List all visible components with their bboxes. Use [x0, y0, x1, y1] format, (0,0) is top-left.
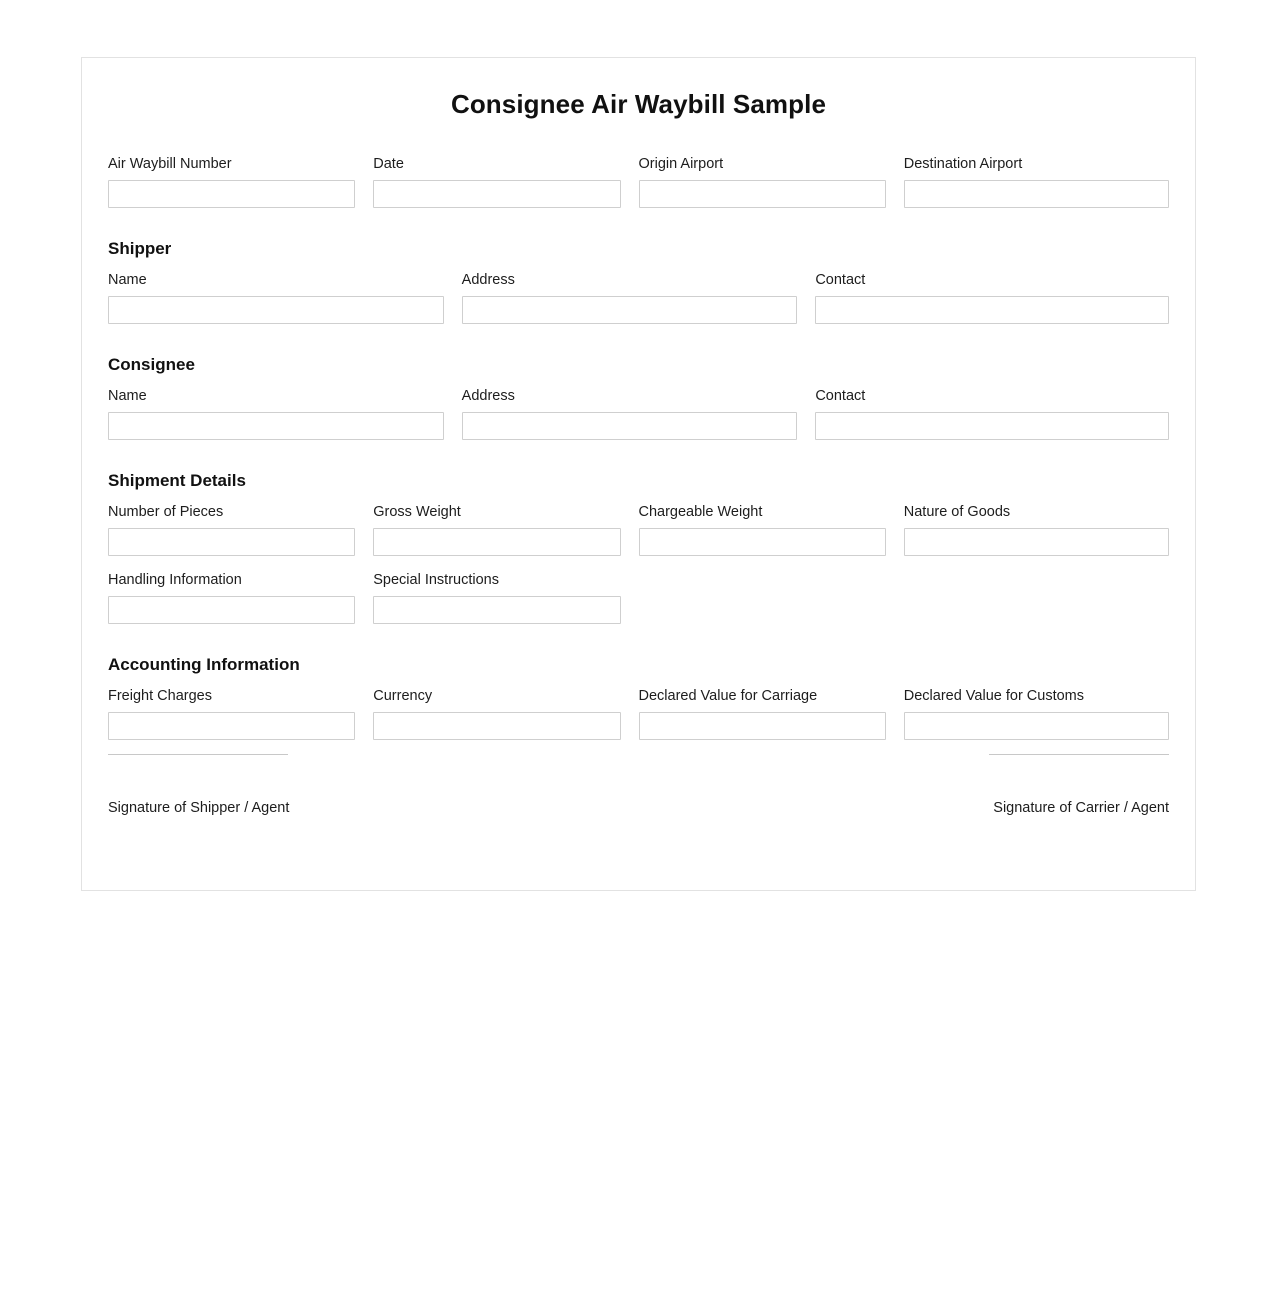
field-freight-charges	[108, 687, 373, 740]
field-nature-of-goods	[904, 503, 1169, 556]
label-declared-value-for-carriage: Declared Value for Carriage	[638, 688, 818, 704]
field-origin-airport	[639, 155, 904, 208]
section-consignee	[108, 354, 1169, 440]
input-air-waybill-number[interactable]	[108, 180, 355, 208]
field-consignee-contact	[815, 387, 1169, 440]
input-destination-airport[interactable]	[904, 180, 1169, 208]
label-date: Date	[373, 156, 404, 172]
section-heading-accounting-information: Accounting Information	[108, 655, 300, 674]
label-nature-of-goods: Nature of Goods	[903, 504, 1011, 520]
label-number-of-pieces: Number of Pieces	[108, 504, 224, 520]
input-chargeable-weight[interactable]	[639, 528, 886, 556]
label-consignee-address: Address	[461, 388, 515, 404]
field-consignee-address	[462, 387, 816, 440]
label-chargeable-weight: Chargeable Weight	[638, 504, 763, 520]
input-special-instructions[interactable]	[373, 596, 620, 624]
input-shipper-address[interactable]	[462, 296, 798, 324]
section-shipment-details	[108, 470, 1169, 624]
input-origin-airport[interactable]	[639, 180, 886, 208]
label-special-instructions: Special Instructions	[373, 572, 499, 588]
input-consignee-address[interactable]	[462, 412, 798, 440]
input-date[interactable]	[373, 180, 620, 208]
field-currency	[373, 687, 638, 740]
accounting-field-row	[108, 687, 1169, 740]
section-accounting-information	[108, 654, 1169, 740]
field-gross-weight	[373, 503, 638, 556]
label-handling-information: Handling Information	[108, 572, 242, 588]
field-air-waybill-number	[108, 155, 373, 208]
signature-block-shipper	[108, 754, 368, 817]
signature-line-shipper[interactable]	[108, 754, 288, 755]
consignee-field-row	[108, 387, 1169, 440]
waybill-form-card	[81, 57, 1196, 891]
form-content	[82, 58, 1195, 890]
signature-row	[108, 754, 1169, 817]
page-title: Consignee Air Waybill Sample	[450, 89, 827, 119]
shipment-details-row-1	[108, 503, 1169, 556]
input-nature-of-goods[interactable]	[904, 528, 1169, 556]
input-handling-information[interactable]	[108, 596, 355, 624]
section-heading-consignee: Consignee	[108, 355, 195, 374]
field-consignee-name	[108, 387, 462, 440]
section-heading-shipment-details: Shipment Details	[108, 471, 246, 490]
shipment-details-row-2	[108, 571, 1169, 624]
shipper-field-row	[108, 271, 1169, 324]
input-currency[interactable]	[373, 712, 620, 740]
input-shipper-contact[interactable]	[815, 296, 1169, 324]
input-consignee-name[interactable]	[108, 412, 444, 440]
label-currency: Currency	[373, 688, 433, 704]
field-spacer-2	[904, 571, 1169, 624]
input-number-of-pieces[interactable]	[108, 528, 355, 556]
field-special-instructions	[373, 571, 638, 624]
label-freight-charges: Freight Charges	[108, 688, 212, 704]
label-shipper-contact: Contact	[815, 272, 866, 288]
field-shipper-contact	[815, 271, 1169, 324]
signature-area	[108, 754, 1169, 874]
field-number-of-pieces	[108, 503, 373, 556]
field-handling-information	[108, 571, 373, 624]
field-date	[373, 155, 638, 208]
field-declared-value-for-customs	[904, 687, 1169, 740]
input-shipper-name[interactable]	[108, 296, 444, 324]
label-shipper-address: Address	[461, 272, 515, 288]
label-gross-weight: Gross Weight	[373, 504, 461, 520]
signature-block-carrier	[909, 754, 1169, 817]
label-origin-airport: Origin Airport	[638, 156, 724, 172]
section-shipper	[108, 238, 1169, 324]
label-declared-value-for-customs: Declared Value for Customs	[903, 688, 1085, 704]
label-air-waybill-number: Air Waybill Number	[108, 156, 232, 172]
label-consignee-name: Name	[108, 388, 147, 404]
input-gross-weight[interactable]	[373, 528, 620, 556]
signature-caption-shipper: Signature of Shipper / Agent	[108, 800, 290, 816]
header-field-row	[108, 155, 1169, 208]
signature-line-carrier[interactable]	[989, 754, 1169, 755]
input-consignee-contact[interactable]	[815, 412, 1169, 440]
field-destination-airport	[904, 155, 1169, 208]
input-declared-value-for-carriage[interactable]	[639, 712, 886, 740]
field-chargeable-weight	[639, 503, 904, 556]
field-shipper-address	[462, 271, 816, 324]
label-destination-airport: Destination Airport	[903, 156, 1023, 172]
section-heading-shipper: Shipper	[108, 239, 172, 258]
label-consignee-contact: Contact	[815, 388, 866, 404]
field-shipper-name	[108, 271, 462, 324]
label-shipper-name: Name	[108, 272, 147, 288]
field-spacer-1	[639, 571, 904, 624]
input-declared-value-for-customs[interactable]	[904, 712, 1169, 740]
field-declared-value-for-carriage	[639, 687, 904, 740]
input-freight-charges[interactable]	[108, 712, 355, 740]
signature-caption-carrier: Signature of Carrier / Agent	[993, 800, 1169, 816]
